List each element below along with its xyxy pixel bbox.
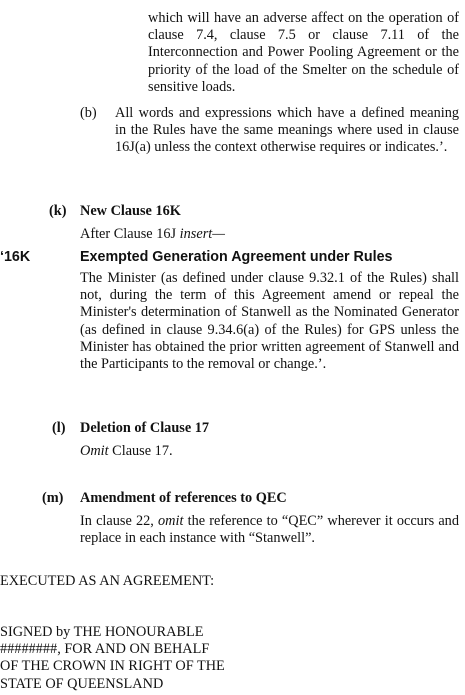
- item-m-instruction-emphasis: omit: [158, 513, 184, 529]
- signed-line-2: ########, FOR AND ON BEHALF: [0, 641, 210, 658]
- item-b-text: All words and expressions which have a defined meaning in the Rules have the same meanings where used in clause 16J(a) unless the context otherwise requires or indicates.’.: [115, 105, 459, 156]
- continuation-paragraph: which will have an adverse affect on the operation of clause 7.4, clause 7.5 or clause 7.11 of the Interconnection and Power Pooling Agreement or the priority of the load of the Smelter on the schedule of sensitive loads.: [148, 10, 459, 95]
- signature-block: [0, 624, 225, 693]
- item-l-instruction: [80, 443, 173, 460]
- signed-line-1: SIGNED by THE HONOURABLE: [0, 624, 204, 640]
- item-k-instruction-text: After Clause 16J: [80, 226, 180, 242]
- clause-16k-body: The Minister (as defined under clause 9.32.1 of the Rules) shall not, during the term of this Agreement amend or repeal the Minister's determination of Stanwell as the Nominated Generator (as defined in clause 9.34.6(a) of the Rules) for GPS unless the Minister has obtained the prior written agreement of Stanwell and the Participants to the removal or change.’.: [80, 270, 459, 373]
- executed-statement: EXECUTED AS AN AGREEMENT:: [0, 573, 215, 589]
- item-l-label: (l): [52, 420, 66, 436]
- signed-line-4: STATE OF QUEENSLAND: [0, 675, 164, 692]
- item-m-instruction-pre: In clause 22,: [80, 513, 159, 529]
- item-m-label: (m): [42, 490, 64, 506]
- item-l-instruction-text: Clause 17.: [108, 443, 173, 459]
- item-k-heading: New Clause 16K: [80, 203, 181, 219]
- item-m-instruction-post: the reference to “QEC” wherever it occurs and replace in each instance with “Stanwell”.: [80, 513, 459, 547]
- clause-16k-number: ‘16K: [0, 249, 31, 265]
- item-m-heading: Amendment of references to QEC: [80, 490, 287, 506]
- signed-line-3: OF THE CROWN IN RIGHT OF THE: [0, 658, 225, 675]
- item-l-heading: Deletion of Clause 17: [80, 420, 210, 436]
- item-l-instruction-emphasis: Omit: [80, 443, 109, 459]
- item-k-instruction: [80, 226, 225, 243]
- item-b-label: (b): [80, 105, 97, 121]
- item-k-instruction-emphasis: insert—: [179, 226, 225, 242]
- clause-16k-heading: Exempted Generation Agreement under Rules: [80, 249, 393, 265]
- item-k-label: (k): [49, 203, 67, 219]
- item-m-instruction: [80, 513, 459, 547]
